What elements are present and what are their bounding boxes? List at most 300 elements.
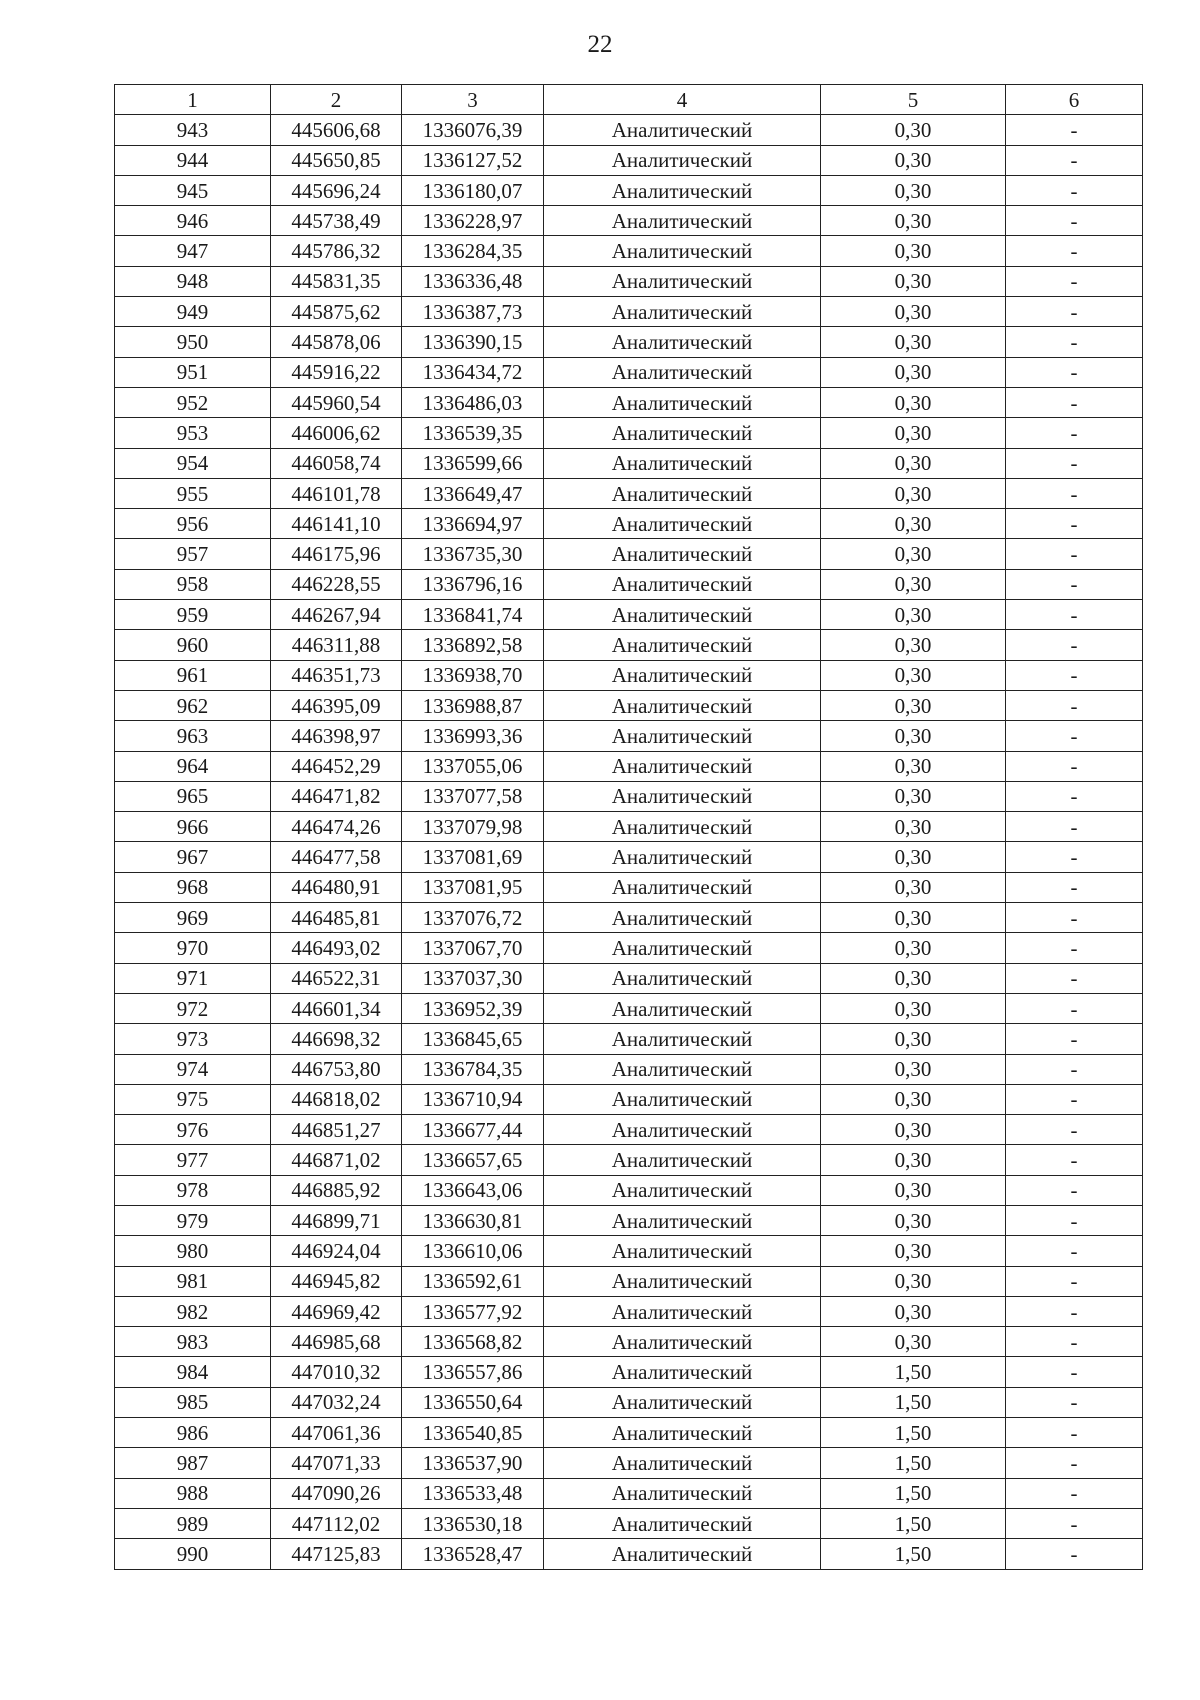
point-number-cell: 985 — [115, 1387, 271, 1417]
y-coordinate-cell: 1337077,58 — [402, 781, 544, 811]
x-coordinate-cell: 446398,97 — [271, 721, 402, 751]
method-cell: Аналитический — [544, 448, 821, 478]
y-coordinate-cell: 1336390,15 — [402, 327, 544, 357]
point-number-cell: 986 — [115, 1418, 271, 1448]
method-cell: Аналитический — [544, 872, 821, 902]
accuracy-cell: 0,30 — [821, 509, 1006, 539]
method-cell: Аналитический — [544, 781, 821, 811]
y-coordinate-cell: 1336539,35 — [402, 418, 544, 448]
point-number-cell: 945 — [115, 175, 271, 205]
table-row — [115, 933, 1143, 963]
table-row — [115, 963, 1143, 993]
point-number-cell: 966 — [115, 812, 271, 842]
y-coordinate-cell: 1336710,94 — [402, 1084, 544, 1114]
table-row — [115, 1084, 1143, 1114]
point-number-cell: 957 — [115, 539, 271, 569]
accuracy-cell: 0,30 — [821, 418, 1006, 448]
coordinates-table — [114, 84, 1143, 1570]
accuracy-cell: 0,30 — [821, 478, 1006, 508]
x-coordinate-cell: 447112,02 — [271, 1508, 402, 1538]
accuracy-cell: 0,30 — [821, 1296, 1006, 1326]
method-cell: Аналитический — [544, 993, 821, 1023]
x-coordinate-cell: 446395,09 — [271, 690, 402, 720]
point-number-cell: 943 — [115, 115, 271, 145]
table-row — [115, 1205, 1143, 1235]
y-coordinate-cell: 1337067,70 — [402, 933, 544, 963]
y-coordinate-cell: 1337037,30 — [402, 963, 544, 993]
method-cell: Аналитический — [544, 145, 821, 175]
method-cell: Аналитический — [544, 1418, 821, 1448]
point-number-cell: 969 — [115, 903, 271, 933]
x-coordinate-cell: 446477,58 — [271, 842, 402, 872]
note-cell: - — [1006, 1175, 1143, 1205]
column-header: 2 — [271, 85, 402, 115]
note-cell: - — [1006, 509, 1143, 539]
y-coordinate-cell: 1336938,70 — [402, 660, 544, 690]
method-cell: Аналитический — [544, 630, 821, 660]
point-number-cell: 952 — [115, 387, 271, 417]
table-row — [115, 448, 1143, 478]
point-number-cell: 968 — [115, 872, 271, 902]
table-row — [115, 1145, 1143, 1175]
method-cell: Аналитический — [544, 1054, 821, 1084]
note-cell: - — [1006, 1387, 1143, 1417]
y-coordinate-cell: 1336845,65 — [402, 1024, 544, 1054]
x-coordinate-cell: 446141,10 — [271, 509, 402, 539]
accuracy-cell: 1,50 — [821, 1478, 1006, 1508]
note-cell: - — [1006, 448, 1143, 478]
accuracy-cell: 0,30 — [821, 600, 1006, 630]
accuracy-cell: 0,30 — [821, 903, 1006, 933]
y-coordinate-cell: 1336076,39 — [402, 115, 544, 145]
method-cell: Аналитический — [544, 357, 821, 387]
x-coordinate-cell: 446924,04 — [271, 1236, 402, 1266]
y-coordinate-cell: 1336630,81 — [402, 1205, 544, 1235]
table-row — [115, 236, 1143, 266]
method-cell: Аналитический — [544, 1448, 821, 1478]
accuracy-cell: 0,30 — [821, 933, 1006, 963]
note-cell: - — [1006, 569, 1143, 599]
y-coordinate-cell: 1336892,58 — [402, 630, 544, 660]
note-cell: - — [1006, 751, 1143, 781]
table-row — [115, 1024, 1143, 1054]
accuracy-cell: 1,50 — [821, 1387, 1006, 1417]
x-coordinate-cell: 447032,24 — [271, 1387, 402, 1417]
y-coordinate-cell: 1336387,73 — [402, 297, 544, 327]
point-number-cell: 980 — [115, 1236, 271, 1266]
point-number-cell: 975 — [115, 1084, 271, 1114]
y-coordinate-cell: 1336610,06 — [402, 1236, 544, 1266]
accuracy-cell: 0,30 — [821, 781, 1006, 811]
note-cell: - — [1006, 357, 1143, 387]
method-cell: Аналитический — [544, 1115, 821, 1145]
note-cell: - — [1006, 1054, 1143, 1084]
accuracy-cell: 0,30 — [821, 1266, 1006, 1296]
x-coordinate-cell: 445831,35 — [271, 266, 402, 296]
note-cell: - — [1006, 115, 1143, 145]
table-row — [115, 1115, 1143, 1145]
table-row — [115, 690, 1143, 720]
x-coordinate-cell: 446006,62 — [271, 418, 402, 448]
table-row — [115, 1539, 1143, 1569]
x-coordinate-cell: 446474,26 — [271, 812, 402, 842]
accuracy-cell: 0,30 — [821, 1024, 1006, 1054]
y-coordinate-cell: 1336180,07 — [402, 175, 544, 205]
x-coordinate-cell: 447010,32 — [271, 1357, 402, 1387]
accuracy-cell: 0,30 — [821, 297, 1006, 327]
y-coordinate-cell: 1336784,35 — [402, 1054, 544, 1084]
x-coordinate-cell: 447125,83 — [271, 1539, 402, 1569]
note-cell: - — [1006, 842, 1143, 872]
accuracy-cell: 1,50 — [821, 1418, 1006, 1448]
method-cell: Аналитический — [544, 1508, 821, 1538]
accuracy-cell: 0,30 — [821, 1175, 1006, 1205]
accuracy-cell: 0,30 — [821, 266, 1006, 296]
note-cell: - — [1006, 630, 1143, 660]
y-coordinate-cell: 1336533,48 — [402, 1478, 544, 1508]
table-body — [115, 85, 1143, 1570]
point-number-cell: 948 — [115, 266, 271, 296]
x-coordinate-cell: 446522,31 — [271, 963, 402, 993]
accuracy-cell: 1,50 — [821, 1448, 1006, 1478]
point-number-cell: 987 — [115, 1448, 271, 1478]
x-coordinate-cell: 445650,85 — [271, 145, 402, 175]
note-cell: - — [1006, 175, 1143, 205]
accuracy-cell: 0,30 — [821, 872, 1006, 902]
method-cell: Аналитический — [544, 115, 821, 145]
accuracy-cell: 0,30 — [821, 660, 1006, 690]
accuracy-cell: 0,30 — [821, 630, 1006, 660]
note-cell: - — [1006, 1539, 1143, 1569]
note-cell: - — [1006, 781, 1143, 811]
method-cell: Аналитический — [544, 175, 821, 205]
y-coordinate-cell: 1336649,47 — [402, 478, 544, 508]
table-row — [115, 630, 1143, 660]
table-row — [115, 1508, 1143, 1538]
note-cell: - — [1006, 478, 1143, 508]
y-coordinate-cell: 1336550,64 — [402, 1387, 544, 1417]
method-cell: Аналитический — [544, 903, 821, 933]
table-row — [115, 660, 1143, 690]
x-coordinate-cell: 446485,81 — [271, 903, 402, 933]
table-row — [115, 1296, 1143, 1326]
accuracy-cell: 0,30 — [821, 236, 1006, 266]
table-row — [115, 781, 1143, 811]
table-row — [115, 418, 1143, 448]
y-coordinate-cell: 1336530,18 — [402, 1508, 544, 1538]
table-row — [115, 539, 1143, 569]
method-cell: Аналитический — [544, 1478, 821, 1508]
accuracy-cell: 0,30 — [821, 751, 1006, 781]
table-row — [115, 175, 1143, 205]
page-number: 22 — [587, 31, 613, 58]
note-cell: - — [1006, 1296, 1143, 1326]
note-cell: - — [1006, 1024, 1143, 1054]
note-cell: - — [1006, 872, 1143, 902]
y-coordinate-cell: 1336657,65 — [402, 1145, 544, 1175]
table-row — [115, 842, 1143, 872]
method-cell: Аналитический — [544, 721, 821, 751]
note-cell: - — [1006, 1508, 1143, 1538]
table-row — [115, 115, 1143, 145]
method-cell: Аналитический — [544, 1296, 821, 1326]
method-cell: Аналитический — [544, 1084, 821, 1114]
note-cell: - — [1006, 236, 1143, 266]
y-coordinate-cell: 1336988,87 — [402, 690, 544, 720]
accuracy-cell: 0,30 — [821, 327, 1006, 357]
x-coordinate-cell: 446851,27 — [271, 1115, 402, 1145]
y-coordinate-cell: 1336568,82 — [402, 1327, 544, 1357]
method-cell: Аналитический — [544, 1145, 821, 1175]
x-coordinate-cell: 447090,26 — [271, 1478, 402, 1508]
accuracy-cell: 1,50 — [821, 1508, 1006, 1538]
note-cell: - — [1006, 1145, 1143, 1175]
point-number-cell: 960 — [115, 630, 271, 660]
method-cell: Аналитический — [544, 327, 821, 357]
point-number-cell: 962 — [115, 690, 271, 720]
table-row — [115, 1387, 1143, 1417]
method-cell: Аналитический — [544, 660, 821, 690]
x-coordinate-cell: 446969,42 — [271, 1296, 402, 1326]
accuracy-cell: 0,30 — [821, 569, 1006, 599]
y-coordinate-cell: 1336557,86 — [402, 1357, 544, 1387]
table-row — [115, 993, 1143, 1023]
note-cell: - — [1006, 690, 1143, 720]
method-cell: Аналитический — [544, 690, 821, 720]
method-cell: Аналитический — [544, 1205, 821, 1235]
x-coordinate-cell: 445875,62 — [271, 297, 402, 327]
accuracy-cell: 0,30 — [821, 145, 1006, 175]
column-header: 6 — [1006, 85, 1143, 115]
x-coordinate-cell: 446101,78 — [271, 478, 402, 508]
method-cell: Аналитический — [544, 206, 821, 236]
table-row — [115, 903, 1143, 933]
x-coordinate-cell: 446899,71 — [271, 1205, 402, 1235]
x-coordinate-cell: 446267,94 — [271, 600, 402, 630]
point-number-cell: 944 — [115, 145, 271, 175]
x-coordinate-cell: 446945,82 — [271, 1266, 402, 1296]
y-coordinate-cell: 1336336,48 — [402, 266, 544, 296]
point-number-cell: 953 — [115, 418, 271, 448]
y-coordinate-cell: 1336677,44 — [402, 1115, 544, 1145]
point-number-cell: 956 — [115, 509, 271, 539]
method-cell: Аналитический — [544, 933, 821, 963]
y-coordinate-cell: 1336841,74 — [402, 600, 544, 630]
method-cell: Аналитический — [544, 387, 821, 417]
point-number-cell: 963 — [115, 721, 271, 751]
table-row — [115, 1478, 1143, 1508]
note-cell: - — [1006, 1236, 1143, 1266]
note-cell: - — [1006, 721, 1143, 751]
method-cell: Аналитический — [544, 539, 821, 569]
x-coordinate-cell: 446601,34 — [271, 993, 402, 1023]
table-header-row — [115, 85, 1143, 115]
accuracy-cell: 0,30 — [821, 1327, 1006, 1357]
column-header: 5 — [821, 85, 1006, 115]
table-row — [115, 812, 1143, 842]
y-coordinate-cell: 1336577,92 — [402, 1296, 544, 1326]
x-coordinate-cell: 446311,88 — [271, 630, 402, 660]
method-cell: Аналитический — [544, 1024, 821, 1054]
accuracy-cell: 0,30 — [821, 387, 1006, 417]
y-coordinate-cell: 1336694,97 — [402, 509, 544, 539]
method-cell: Аналитический — [544, 236, 821, 266]
y-coordinate-cell: 1336537,90 — [402, 1448, 544, 1478]
point-number-cell: 959 — [115, 600, 271, 630]
point-number-cell: 964 — [115, 751, 271, 781]
y-coordinate-cell: 1337055,06 — [402, 751, 544, 781]
method-cell: Аналитический — [544, 297, 821, 327]
y-coordinate-cell: 1336528,47 — [402, 1539, 544, 1569]
x-coordinate-cell: 446698,32 — [271, 1024, 402, 1054]
note-cell: - — [1006, 1084, 1143, 1114]
method-cell: Аналитический — [544, 1539, 821, 1569]
point-number-cell: 951 — [115, 357, 271, 387]
x-coordinate-cell: 445916,22 — [271, 357, 402, 387]
column-header: 3 — [402, 85, 544, 115]
note-cell: - — [1006, 812, 1143, 842]
table-row — [115, 600, 1143, 630]
method-cell: Аналитический — [544, 1266, 821, 1296]
y-coordinate-cell: 1336540,85 — [402, 1418, 544, 1448]
method-cell: Аналитический — [544, 478, 821, 508]
table-row — [115, 478, 1143, 508]
x-coordinate-cell: 446228,55 — [271, 569, 402, 599]
table-row — [115, 1448, 1143, 1478]
method-cell: Аналитический — [544, 1387, 821, 1417]
y-coordinate-cell: 1336592,61 — [402, 1266, 544, 1296]
x-coordinate-cell: 446871,02 — [271, 1145, 402, 1175]
point-number-cell: 976 — [115, 1115, 271, 1145]
accuracy-cell: 0,30 — [821, 206, 1006, 236]
table-row — [115, 1418, 1143, 1448]
y-coordinate-cell: 1336228,97 — [402, 206, 544, 236]
point-number-cell: 970 — [115, 933, 271, 963]
x-coordinate-cell: 445786,32 — [271, 236, 402, 266]
y-coordinate-cell: 1336486,03 — [402, 387, 544, 417]
y-coordinate-cell: 1336643,06 — [402, 1175, 544, 1205]
note-cell: - — [1006, 387, 1143, 417]
column-header: 4 — [544, 85, 821, 115]
method-cell: Аналитический — [544, 1327, 821, 1357]
x-coordinate-cell: 446471,82 — [271, 781, 402, 811]
note-cell: - — [1006, 418, 1143, 448]
accuracy-cell: 1,50 — [821, 1539, 1006, 1569]
x-coordinate-cell: 446175,96 — [271, 539, 402, 569]
point-number-cell: 981 — [115, 1266, 271, 1296]
note-cell: - — [1006, 206, 1143, 236]
note-cell: - — [1006, 600, 1143, 630]
note-cell: - — [1006, 1478, 1143, 1508]
point-number-cell: 979 — [115, 1205, 271, 1235]
x-coordinate-cell: 446493,02 — [271, 933, 402, 963]
table-row — [115, 1236, 1143, 1266]
accuracy-cell: 0,30 — [821, 812, 1006, 842]
note-cell: - — [1006, 993, 1143, 1023]
method-cell: Аналитический — [544, 1236, 821, 1266]
accuracy-cell: 0,30 — [821, 842, 1006, 872]
note-cell: - — [1006, 903, 1143, 933]
accuracy-cell: 0,30 — [821, 963, 1006, 993]
accuracy-cell: 0,30 — [821, 721, 1006, 751]
table-row — [115, 509, 1143, 539]
note-cell: - — [1006, 660, 1143, 690]
accuracy-cell: 1,50 — [821, 1357, 1006, 1387]
accuracy-cell: 0,30 — [821, 1205, 1006, 1235]
table-row — [115, 1266, 1143, 1296]
method-cell: Аналитический — [544, 1175, 821, 1205]
x-coordinate-cell: 446351,73 — [271, 660, 402, 690]
y-coordinate-cell: 1336434,72 — [402, 357, 544, 387]
table-row — [115, 297, 1143, 327]
x-coordinate-cell: 446058,74 — [271, 448, 402, 478]
method-cell: Аналитический — [544, 812, 821, 842]
x-coordinate-cell: 445960,54 — [271, 387, 402, 417]
table-row — [115, 751, 1143, 781]
y-coordinate-cell: 1336993,36 — [402, 721, 544, 751]
point-number-cell: 989 — [115, 1508, 271, 1538]
point-number-cell: 947 — [115, 236, 271, 266]
note-cell: - — [1006, 963, 1143, 993]
y-coordinate-cell: 1337081,95 — [402, 872, 544, 902]
table-row — [115, 145, 1143, 175]
method-cell: Аналитический — [544, 569, 821, 599]
x-coordinate-cell: 445696,24 — [271, 175, 402, 205]
table-row — [115, 1175, 1143, 1205]
y-coordinate-cell: 1336796,16 — [402, 569, 544, 599]
x-coordinate-cell: 446985,68 — [271, 1327, 402, 1357]
note-cell: - — [1006, 297, 1143, 327]
point-number-cell: 990 — [115, 1539, 271, 1569]
x-coordinate-cell: 446452,29 — [271, 751, 402, 781]
accuracy-cell: 0,30 — [821, 690, 1006, 720]
x-coordinate-cell: 445738,49 — [271, 206, 402, 236]
x-coordinate-cell: 446480,91 — [271, 872, 402, 902]
accuracy-cell: 0,30 — [821, 1115, 1006, 1145]
table-row — [115, 1327, 1143, 1357]
x-coordinate-cell: 445606,68 — [271, 115, 402, 145]
accuracy-cell: 0,30 — [821, 1145, 1006, 1175]
method-cell: Аналитический — [544, 509, 821, 539]
accuracy-cell: 0,30 — [821, 357, 1006, 387]
x-coordinate-cell: 446818,02 — [271, 1084, 402, 1114]
accuracy-cell: 0,30 — [821, 993, 1006, 1023]
table-row — [115, 206, 1143, 236]
point-number-cell: 954 — [115, 448, 271, 478]
method-cell: Аналитический — [544, 266, 821, 296]
table-row — [115, 872, 1143, 902]
table-row — [115, 1054, 1143, 1084]
note-cell: - — [1006, 1357, 1143, 1387]
point-number-cell: 965 — [115, 781, 271, 811]
point-number-cell: 973 — [115, 1024, 271, 1054]
accuracy-cell: 0,30 — [821, 1084, 1006, 1114]
note-cell: - — [1006, 327, 1143, 357]
column-header: 1 — [115, 85, 271, 115]
point-number-cell: 961 — [115, 660, 271, 690]
point-number-cell: 972 — [115, 993, 271, 1023]
note-cell: - — [1006, 1448, 1143, 1478]
point-number-cell: 949 — [115, 297, 271, 327]
point-number-cell: 946 — [115, 206, 271, 236]
table-row — [115, 721, 1143, 751]
note-cell: - — [1006, 539, 1143, 569]
method-cell: Аналитический — [544, 418, 821, 448]
y-coordinate-cell: 1337076,72 — [402, 903, 544, 933]
point-number-cell: 988 — [115, 1478, 271, 1508]
x-coordinate-cell: 446753,80 — [271, 1054, 402, 1084]
point-number-cell: 982 — [115, 1296, 271, 1326]
